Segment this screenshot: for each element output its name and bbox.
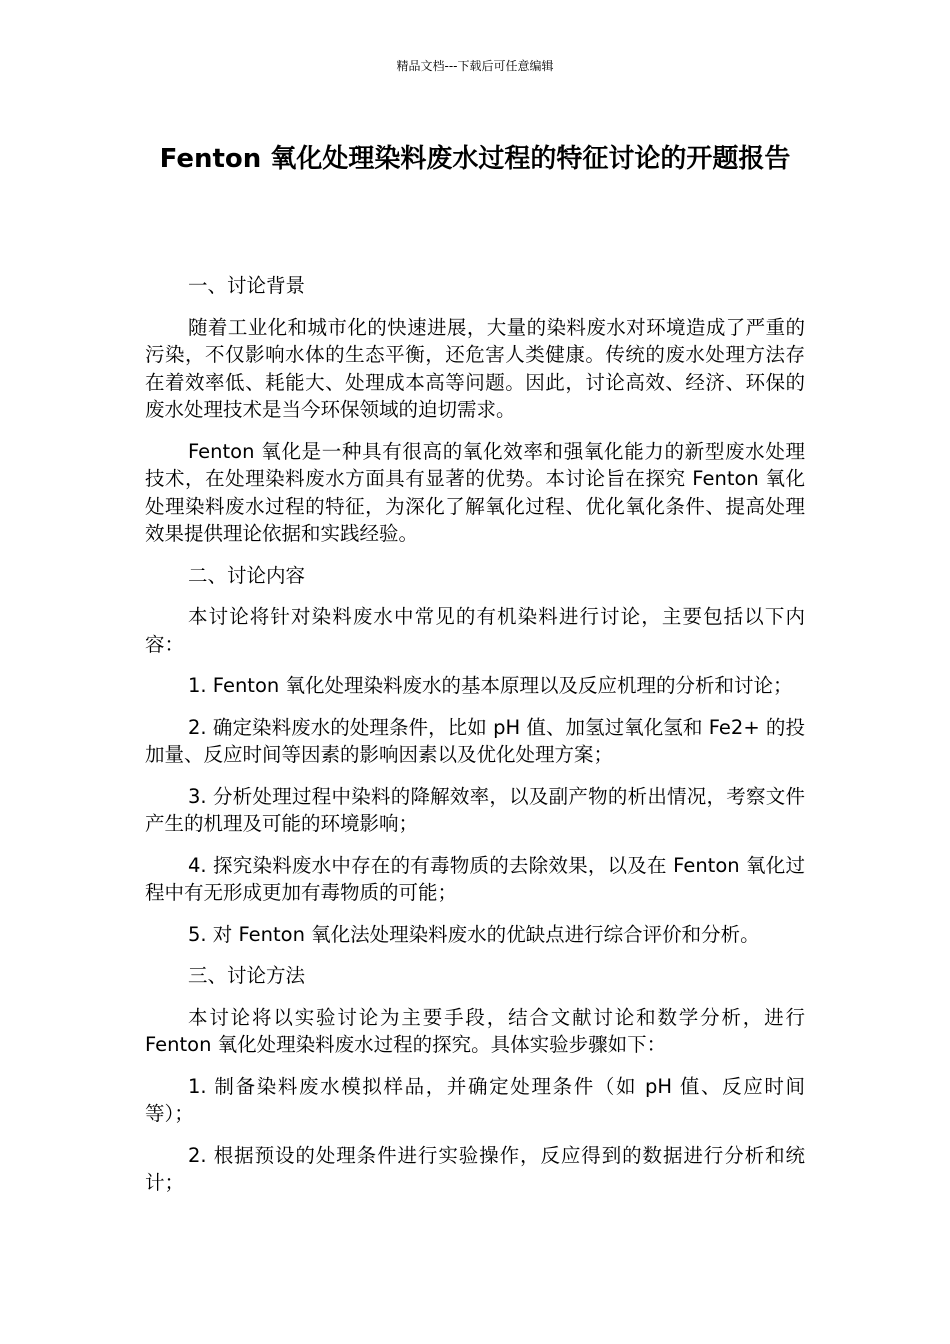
section-heading-method: 三、讨论方法: [188, 964, 306, 987]
list-item: 1. 制备染料废水模拟样品，并确定处理条件（如 pH 值、反应时间等）；: [145, 1074, 805, 1125]
section-heading-background: 一、讨论背景: [188, 274, 306, 297]
paragraph: 本讨论将以实验讨论为主要手段，结合文献讨论和数学分析，进行 Fenton 氧化处理染料废水过程的探究。具体实验步骤如下：: [145, 1005, 805, 1056]
list-item: 4. 探究染料废水中存在的有毒物质的去除效果，以及在 Fenton 氧化过程中有无形成更加有毒物质的可能；: [145, 853, 805, 904]
header-note: 精品文档---下载后可任意编辑: [396, 59, 554, 73]
document-title: Fenton 氧化处理染料废水过程的特征讨论的开题报告: [159, 144, 791, 174]
section-heading-content: 二、讨论内容: [188, 563, 306, 587]
paragraph: Fenton 氧化是一种具有很高的氧化效率和强氧化能力的新型废水处理技术，在处理染料废水方面具有显著的优势。本讨论旨在探究 Fenton 氧化处理染料废水过程的特征，为深化了解氧化过程、优化氧化条件、提高处理效果提供理论依据和实践经验。: [145, 439, 805, 545]
list-item: 2. 确定染料废水的处理条件，比如 pH 值、加氢过氧化氢和 Fe2+ 的投加量、反应时间等因素的影响因素以及优化处理方案；: [145, 715, 805, 766]
document-body: [145, 272, 805, 1211]
list-item: 2. 根据预设的处理条件进行实验操作，反应得到的数据进行分析和统计；: [145, 1143, 805, 1194]
list-item: 5. 对 Fenton 氧化法处理染料废水的优缺点进行综合评价和分析。: [188, 922, 760, 946]
paragraph: 随着工业化和城市化的快速进展，大量的染料废水对环境造成了严重的污染，不仅影响水体的生态平衡，还危害人类健康。传统的废水处理方法存在着效率低、耗能大、处理成本高等问题。因此，讨论高效、经济、环保的废水处理技术是当今环保领域的迫切需求。: [145, 315, 805, 421]
paragraph: 本讨论将针对染料废水中常见的有机染料进行讨论，主要包括以下内容：: [145, 605, 805, 656]
list-item: 3. 分析处理过程中染料的降解效率，以及副产物的析出情况，考察文件产生的机理及可能的环境影响；: [145, 784, 805, 835]
list-item: 1. Fenton 氧化处理染料废水的基本原理以及反应机理的分析和讨论；: [188, 674, 793, 697]
